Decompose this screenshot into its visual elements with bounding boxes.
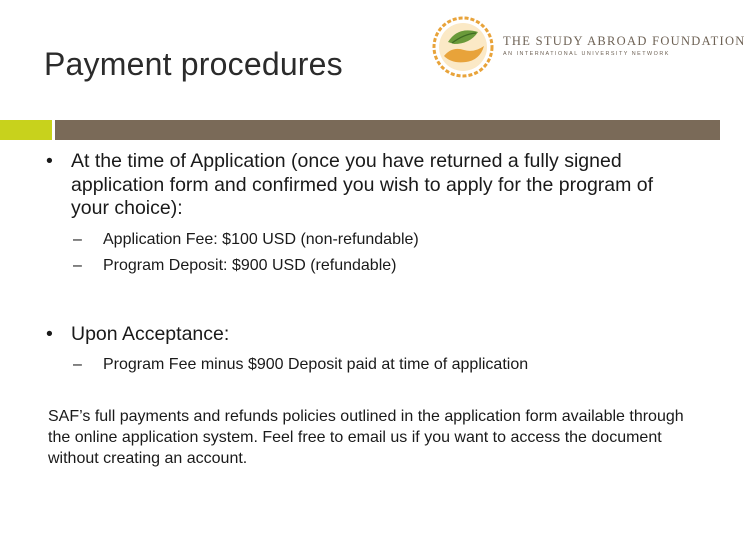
logo-name: THE STUDY ABROAD FOUNDATION	[503, 34, 746, 48]
sub-marker: –	[73, 256, 82, 274]
subitem-application-fee	[46, 227, 696, 253]
hands-and-leaf-emblem-icon	[430, 12, 500, 82]
subitem-program-deposit	[46, 253, 696, 279]
accent-bar-green	[0, 120, 52, 140]
sublist-acceptance	[46, 352, 696, 378]
bullet-text: Upon Acceptance:	[71, 322, 230, 345]
sub-marker: –	[73, 230, 82, 248]
subitem-text: Application Fee: $100 USD (non-refundable)	[103, 230, 419, 248]
logo-tagline: AN INTERNATIONAL UNIVERSITY NETWORK	[503, 51, 670, 57]
subitem-text: Program Deposit: $900 USD (refundable)	[103, 256, 397, 274]
sublist-application	[46, 227, 696, 279]
bullet-marker: •	[46, 322, 53, 345]
subitem-program-fee	[46, 352, 696, 378]
accent-bar-brown	[55, 120, 720, 140]
bullet-acceptance	[46, 323, 696, 347]
logo	[430, 12, 746, 92]
sub-marker: –	[73, 356, 82, 373]
subitem-text: Program Fee minus $900 Deposit paid at time of application	[103, 356, 529, 373]
page-title: Payment procedures	[44, 46, 343, 82]
bullet-marker: •	[46, 150, 53, 172]
bullet-application	[46, 150, 696, 221]
bullet-text: At the time of Application (once you have returned a fully signed application form and confirmed you wish to apply for the program of your choice):	[71, 150, 654, 219]
slide-body	[46, 150, 696, 378]
policy-note: SAF’s full payments and refunds policies outlined in the application form available through the online application system. Feel free to email us if you want to access the document without creating an account.	[48, 408, 684, 467]
